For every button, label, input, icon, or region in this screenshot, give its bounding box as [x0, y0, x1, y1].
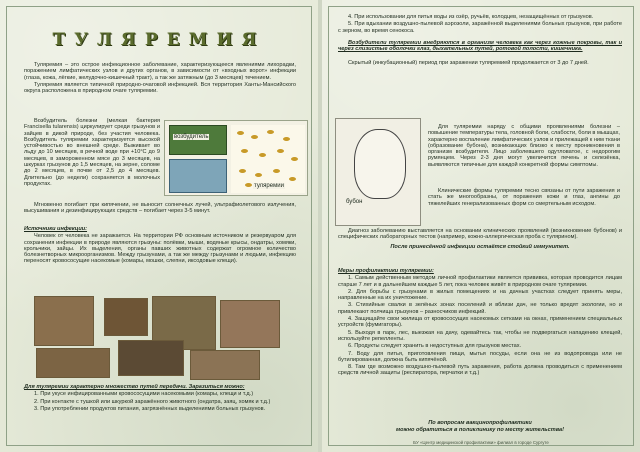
routes-cont-section — [338, 14, 622, 35]
entry-section — [338, 40, 622, 54]
rodent-photo-6 — [118, 340, 184, 376]
symptoms-section — [428, 124, 620, 169]
right-page — [322, 0, 640, 452]
bacteria-image — [164, 120, 308, 196]
bubo-label: бубон — [346, 199, 363, 205]
rodent-photo-1 — [34, 296, 94, 346]
closing-line-1: По вопросам вакцинопрофилактики — [428, 420, 532, 426]
prevention-heading: Меры профилактики туляремии: — [338, 268, 434, 274]
closing-line-2: можно обратиться в поликлинику по месту жительства! — [396, 427, 564, 434]
prevention-item: 5. Выходя в парк, лес, выезжая на дачу, одевайтесь так, чтобы не подвергаться нападению клещей, используйте репелленты. — [338, 329, 622, 342]
route-item: 1. При укусе инфицированными кровососущими насекомыми (комары, клещи и т.д.) — [34, 391, 254, 398]
sources-heading: Источники инфекции: — [24, 226, 88, 232]
bacteria-text: Возбудитель болезни (мелкая бактерия Francisella tularensis) циркулирует среди грызунов и зайцев в дикой природе, без участия человека. Возбудитель туляремии характеризуется высокой устойчивостью во внешней среде. Выживает во льду до 10 месяцев, в речной воде при +10°С до 9 месяцев, в замороженном мясе до 3 месяцев, на шкурках грызунов до 1,5 месяцев, на зерне, соломе до 2 месяцев, в почве от 2,5 до 4 месяцев. Длительно (до недели) сохраняется в молочных продуктах. — [24, 118, 160, 187]
route-item: 2. При контакте с тушкой или шкуркой заражённого животного (ондатра, заяц, хомяк и т.д.) — [34, 398, 271, 405]
footer-note: БУ «Центр медицинской профилактики» филиал в городе Сургуте — [413, 440, 549, 445]
prevention-section — [338, 268, 622, 378]
rodent-photo-7 — [190, 350, 260, 380]
route-item: 3. При употреблении продуктов питания, загрязнённых выделениями больных грызунов. — [34, 405, 266, 412]
routes-section — [24, 384, 296, 413]
face-drawing — [354, 129, 406, 199]
rodent-photo-4 — [220, 300, 280, 348]
left-page — [0, 0, 318, 452]
diagnosis-text: Диагноз заболеванию выставляется на основании клинических проявлений (возникновение бубонов) и специфических лабораторных тестов (например, кожно-аллергическая проба с тулярином). — [338, 228, 622, 241]
bacteria-label-top: возбудитель — [174, 134, 209, 140]
prevention-item: 2. Для борьбы с грызунами в жилых помещениях и на дачных участках следует принять меры, направленные на их уничтожение. — [338, 288, 622, 302]
intro-paragraph-2: Туляремия является типичной природно-очаговой инфекцией. Вся территория Ханты-Мансийского округа расположена в природном очаге туляремии. — [24, 81, 296, 95]
prevention-item: 4. Защищайте свои жилища от кровососущих насекомых сетками на окнах, применением специальных устройств (фумигаторы). — [338, 316, 622, 329]
forms-section — [428, 188, 620, 208]
intro-paragraph-1: Туляремия – это острое инфекционное заболевание, характеризующееся явлениями лихорадки, поражением лимфатических узлов и других органов, в зависимости от «входных ворот» инфекции (глаза, кожа, лёгкие, желудочно-кишечный тракт), а так же затяжным (до 3 месяцев) течением. — [24, 62, 296, 81]
route-item: 5. При вдыхании воздушно-пылевой аэрозоли, заражённой выделениями больных грызунов, при работе с зерном, во время сенокоса. — [338, 21, 622, 34]
prevention-item: 3. Стихийные свалки в зелёных зонах поселений и вблизи дач, не только вредят экологии, но и привлекают полчища грызунов – разносчиков инфекций. — [338, 302, 622, 315]
right-frame — [328, 6, 634, 446]
bacteria-label-bottom: туляремии — [254, 183, 284, 189]
bacteria-tail-section — [24, 202, 296, 216]
rodent-photo-2 — [104, 298, 148, 336]
prevention-item: 1. Самым действенным методом личной профилактики является прививка, которая проводится лицам старше 7 лет и в дальнейшем каждые 5 лет, пока человек живёт в природном очаге туляремии. — [338, 275, 622, 288]
symptoms-text: Для туляремии наряду с общими проявлениями болезни – повышение температуры тела, головной боли, слабости, боли в мышцах, характерно воспаление лимфатических узлов и прилежащей к ним ткани (образование бубона), возникающих близко к месту проникновения в организм возбудителя. Лицо заболевшего одутловатое, с недорогим румянцем. Через 2-3 дня могут увеличится печень и селезёнка, выявляются типичные для каждой конкретной формы симптомы. — [428, 124, 620, 168]
sources-section — [24, 226, 296, 266]
rodent-photo-5 — [36, 348, 110, 378]
forms-text: Клинические формы туляремии тесно связаны от пути заражения и стать же многообразны, от поражения кожи и глаз, ангины до тяжелейших генерализованных форм со смертельным исходом. — [428, 188, 620, 207]
incubation-section — [338, 60, 622, 67]
prevention-item: 6. Продукты следует хранить в недоступных для грызунов местах. — [348, 343, 522, 350]
immunity-text: После принесённой инфекции остаётся стойкий иммунитет. — [390, 243, 570, 250]
incubation-text: Скрытый (инкубационный) период при заражении туляремией продолжается от 3 до 7 дней. — [348, 60, 589, 66]
diagnosis-section — [338, 228, 622, 251]
intro-section — [24, 62, 296, 95]
prevention-item: 8. Там где возможно воздушно-пылевой путь заражения, работа должна проводиться с применением средств личной защиты (респиратора, перчатки и т.д.) — [338, 364, 622, 377]
closing-section — [338, 420, 622, 435]
sources-text: Человек от человека не заражается. На территории РФ основным источником и резервуаром для сохранения инфекции в природе являются грызуны: полёвки, мыши, водяные крысы, ондатры, хомяки, крольчики, зайцы. Их выделения, органы павших животных содержат огромное количество болезнетворных микроорганизмов. Между грызунами, а так же между грызунами и людьми, инфекцию переносят кровососущие насекомые (комары, мошки, слепни, иксодовые клещи). — [24, 233, 296, 265]
entry-text: Возбудители туляремии внедряются в организм человека как через кожные покровы, так и через слизистые оболочки глаз, дыхательных путей, ротовой полости, кишечника. — [338, 40, 622, 53]
bacteria-micro-image-top — [169, 125, 227, 155]
bacteria-micro-image-bottom — [169, 159, 227, 193]
routes-heading: Для туляремии характерно множество путей передачи. Заразиться можно: — [24, 384, 245, 390]
page-title: ТУЛЯРЕМИЯ — [52, 30, 266, 50]
route-item: 4. При использовании для питья воды из озёр, ручьёв, колодцев, незащищённых от грызунов. — [348, 14, 594, 20]
prevention-item: 7. Воду для питья, приготовления пищи, мытья посуды, если она не из водопровода или не бутилированная, должна быть кипячёной. — [338, 350, 622, 363]
bacteria-section — [24, 118, 160, 188]
bubo-illustration — [335, 118, 421, 226]
bacteria-tail-text: Мгновенно погибает при кипячении, не выносит солнечных лучей, ультрафиолетового излучения, высушивания и дезинфицирующих средств – погибает через 3-5 минут. — [24, 202, 296, 215]
